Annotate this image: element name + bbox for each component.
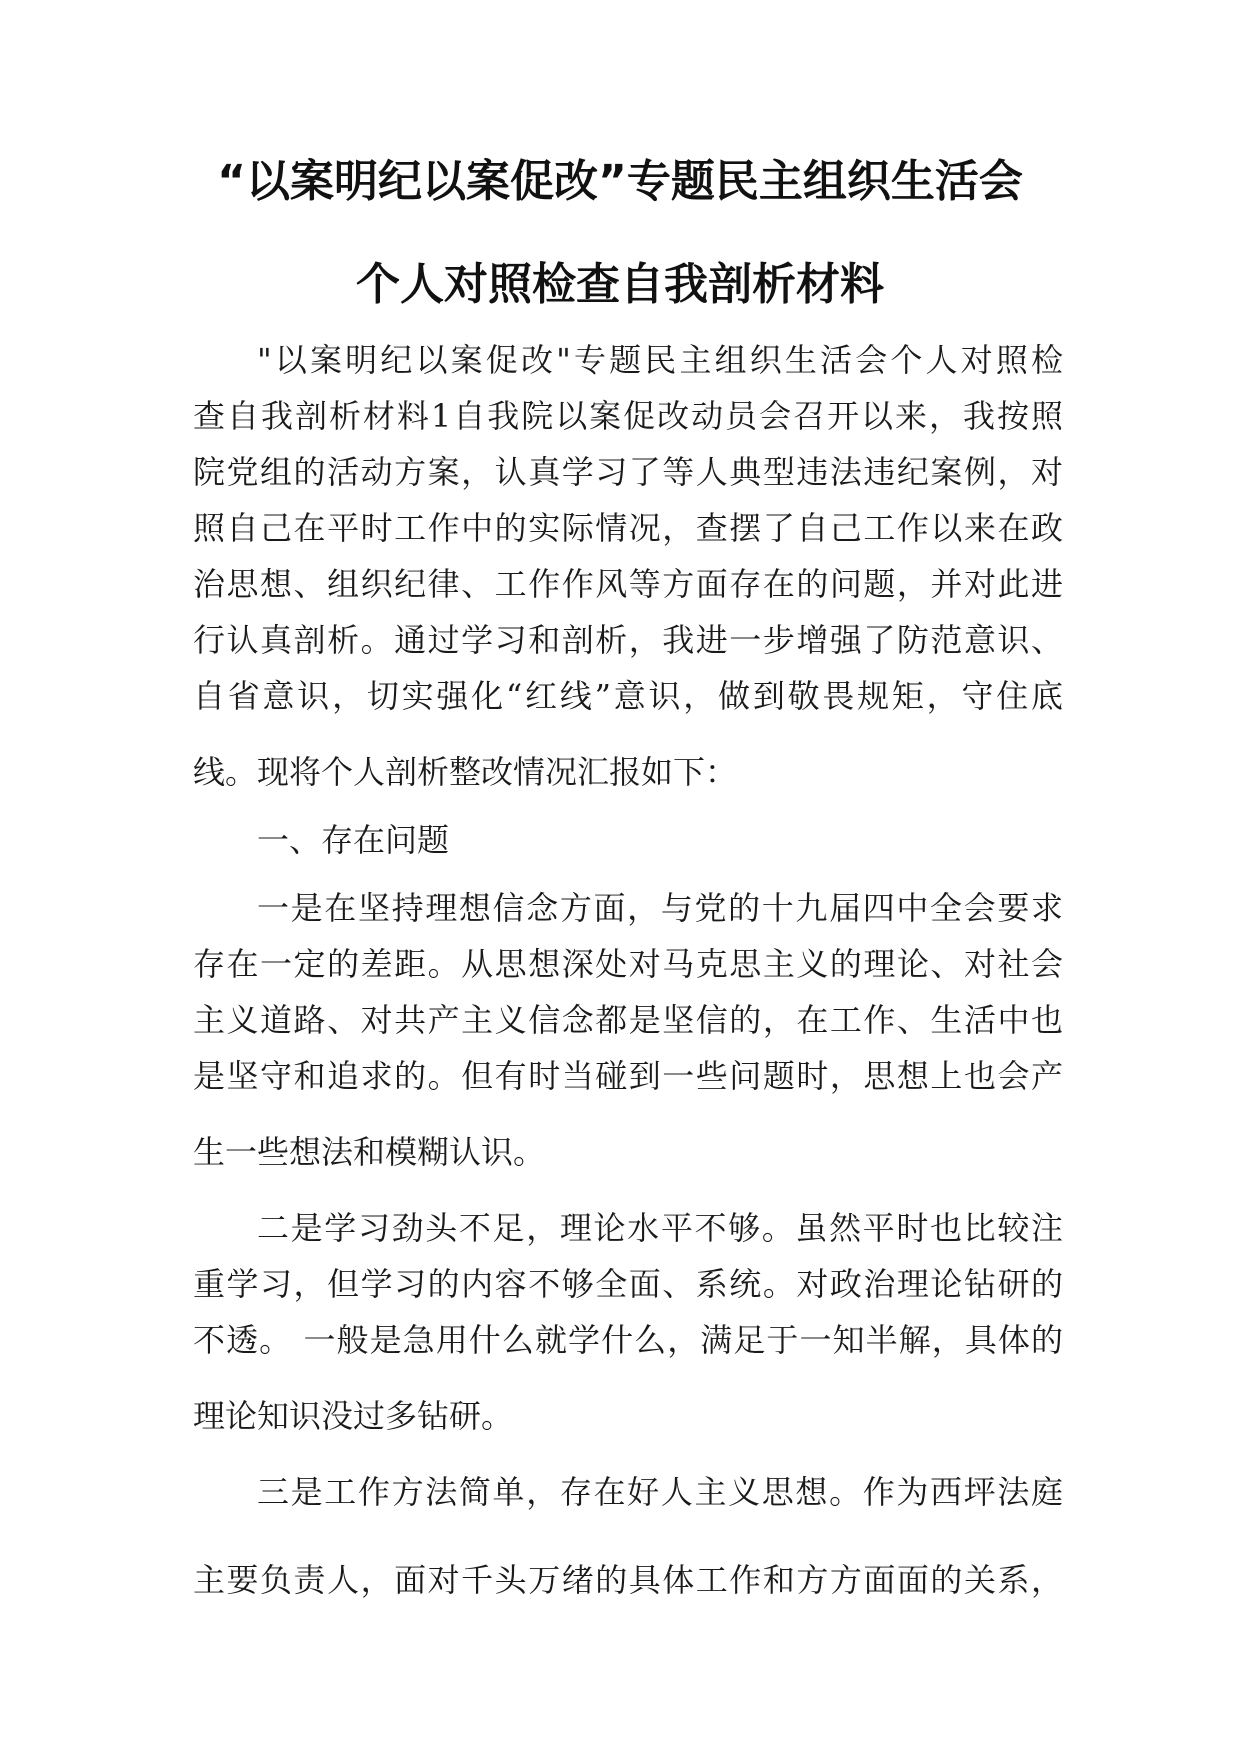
document-title-line-1: “以案明纪以案促改”专题民主组织生活会 [217,156,1023,207]
body-line: "以案明纪以案促改"专题民主组织生活会个人对照检 [257,341,1063,379]
body-line: 一是在坚持理想信念方面，与党的十九届四中全会要求 [257,889,1063,927]
body-line: 三是工作方法简单，存在好人主义思想。作为西坪法庭 [257,1473,1063,1511]
body-line: 是坚守和追求的。但有时当碰到一些问题时，思想上也会产 [193,1057,1063,1095]
body-line: 行认真剖析。通过学习和剖析，我进一步增强了防范意识、 [193,621,1063,659]
body-line: 自省意识，切实强化“红线”意识，做到敬畏规矩，守住底 [193,677,1063,715]
body-line: 院党组的活动方案，认真学习了等人典型违法违纪案例，对 [193,453,1063,491]
body-line: 线。现将个人剖析整改情况汇报如下： [193,753,738,791]
body-line: 照自己在平时工作中的实际情况，查摆了自己工作以来在政 [193,509,1063,547]
body-line: 治思想、组织纪律、工作作风等方面存在的问题，并对此进 [193,565,1063,603]
body-line: 查自我剖析材料1自我院以案促改动员会召开以来，我按照 [193,397,1063,435]
document-title-line-2: 个人对照检查自我剖析材料 [356,259,884,310]
section-heading: 一、存在问题 [257,821,450,859]
body-line: 二是学习劲头不足，理论水平不够。虽然平时也比较注 [257,1209,1063,1247]
body-line: 不透。 一般是急用什么就学什么，满足于一知半解，具体的 [193,1321,1063,1359]
body-line: 生一些想法和模糊认识。 [193,1133,546,1171]
body-line: 理论知识没过多钻研。 [193,1397,514,1435]
body-line: 主要负责人，面对千头万绪的具体工作和方方面面的关系， [193,1561,1063,1599]
body-line: 存在一定的差距。从思想深处对马克思主义的理论、对社会 [193,945,1063,983]
body-line: 主义道路、对共产主义信念都是坚信的，在工作、生活中也 [193,1001,1063,1039]
document-body [193,332,1063,1608]
body-line: 重学习，但学习的内容不够全面、系统。对政治理论钻研的 [193,1265,1063,1303]
